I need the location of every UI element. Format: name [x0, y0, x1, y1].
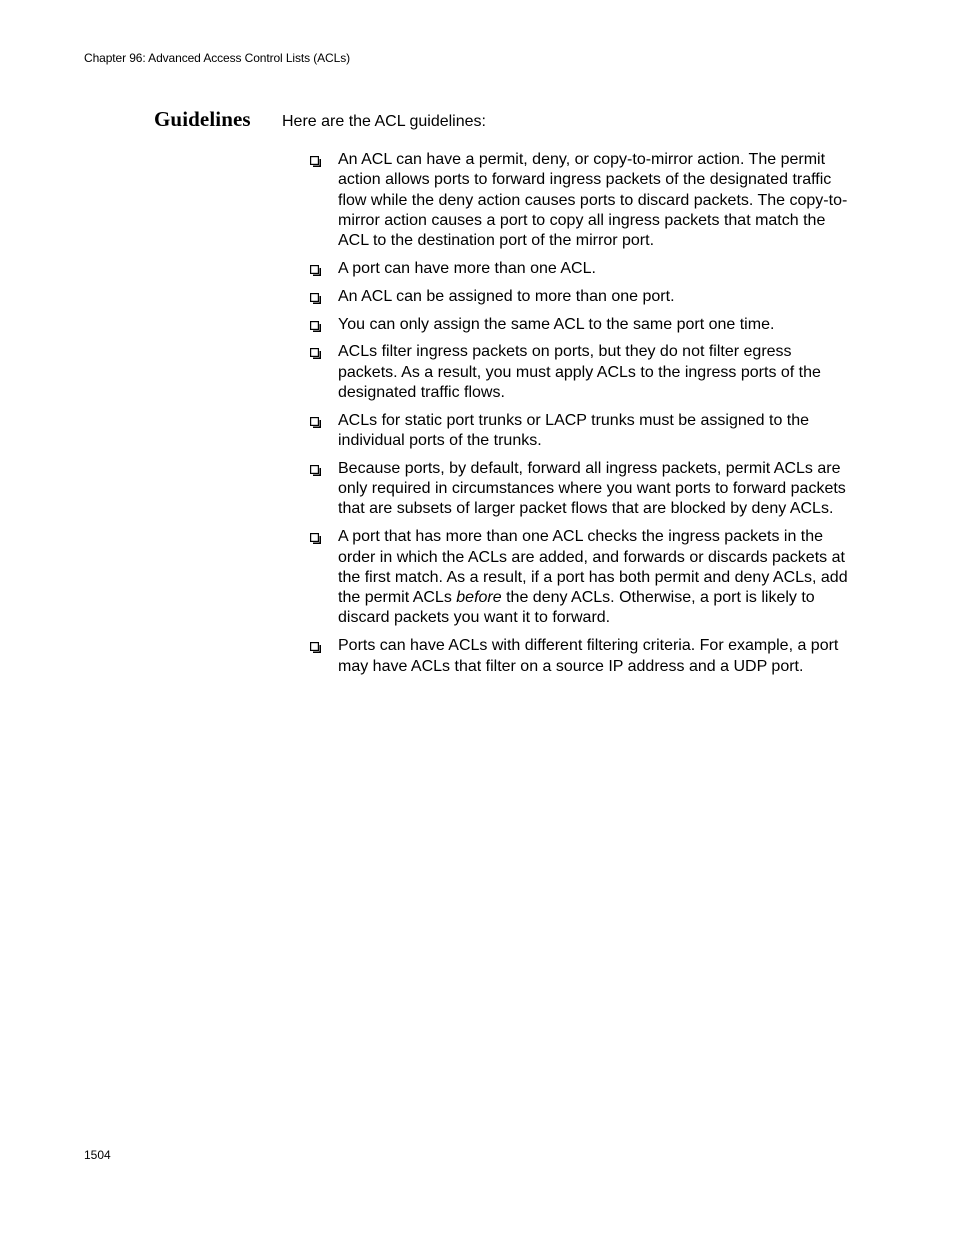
list-item-text-part: the deny ACLs. Otherwise, a port is likely to discard packets you want it to forward.	[338, 589, 815, 627]
intro-text: Here are the ACL guidelines:	[282, 113, 486, 130]
page-number: 1504	[84, 1148, 111, 1162]
list-item-text-part: A port that has more than one ACL checks the ingress packets in the order in which the ACLs are added, and forwards or discards packets at the first match. As a result, if a port has both permit and deny ACLs, add the permit ACLs	[338, 528, 848, 607]
box-bullet-icon	[310, 642, 321, 653]
box-bullet-icon	[310, 321, 321, 332]
list-item-text: An ACL can have a permit, deny, or copy-to-mirror action. The permit action allows ports to forward ingress packets of the designated traffic flow while the deny action causes ports to discard packets. The copy-to-mirror action causes a port to copy all ingress packets that match the ACL to the destination port of the mirror port.	[338, 151, 848, 250]
list-item	[310, 411, 850, 452]
list-item	[310, 150, 850, 251]
box-bullet-icon	[310, 417, 321, 428]
box-bullet-icon	[310, 293, 321, 304]
list-item-text: ACLs filter ingress packets on ports, but they do not filter egress packets. As a result, you must apply ACLs to the ingress ports of the designated traffic flows.	[338, 343, 821, 401]
box-bullet-icon	[310, 465, 321, 476]
list-item	[310, 259, 850, 279]
box-bullet-icon	[310, 156, 321, 167]
list-item	[310, 527, 850, 628]
emphasis-text: before	[456, 589, 502, 607]
box-bullet-icon	[310, 348, 321, 359]
list-item	[310, 315, 850, 335]
list-item	[310, 636, 850, 677]
list-item-text: An ACL can be assigned to more than one port.	[338, 287, 675, 305]
section-heading: Guidelines	[154, 107, 251, 131]
list-item	[310, 342, 850, 403]
box-bullet-icon	[310, 265, 321, 276]
list-item-text: Because ports, by default, forward all ingress packets, permit ACLs are only required in circumstances where you want ports to forward packets that are subsets of larger packet flows that are blocked by deny ACLs.	[338, 459, 846, 518]
list-item-text: ACLs for static port trunks or LACP trunks must be assigned to the individual ports of the trunks.	[338, 411, 810, 450]
list-item-text: A port can have more than one ACL.	[338, 259, 596, 277]
list-item	[310, 459, 850, 520]
list-item-text	[338, 527, 850, 628]
guideline-list	[310, 150, 850, 684]
running-header: Chapter 96: Advanced Access Control Lists (ACLs)	[84, 51, 350, 65]
list-item-text: Ports can have ACLs with different filtering criteria. For example, a port may have ACLs that filter on a source IP address and a UDP port.	[338, 637, 839, 675]
list-item-text: You can only assign the same ACL to the same port one time.	[338, 315, 775, 333]
list-item	[310, 287, 850, 307]
box-bullet-icon	[310, 533, 321, 544]
